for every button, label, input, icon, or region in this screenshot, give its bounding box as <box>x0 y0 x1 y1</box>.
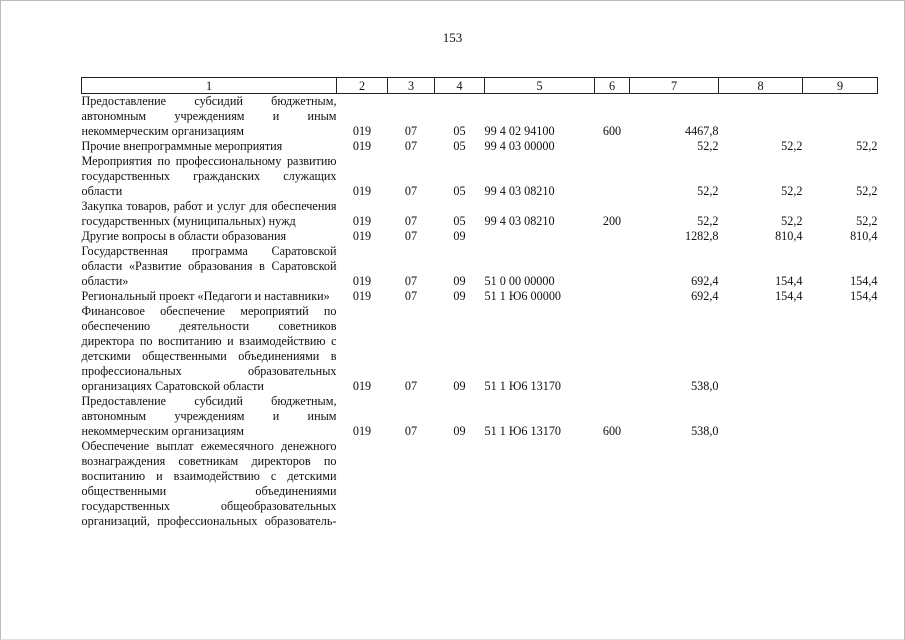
table-header-row <box>82 78 878 94</box>
admin-code: 019 <box>352 274 372 288</box>
admin-code: 019 <box>352 289 372 303</box>
section-code <box>388 439 435 529</box>
amount-col-8: 52,2 <box>781 214 803 228</box>
section-code: 07 <box>404 229 418 243</box>
expense-type-code: 600 <box>602 124 622 138</box>
expense-type-code <box>595 304 630 394</box>
section-code: 07 <box>404 289 418 303</box>
table-row <box>82 94 878 140</box>
subsection-code: 09 <box>453 274 466 288</box>
amount-col-9: 810,4 <box>850 229 878 243</box>
expense-type-code: 200 <box>602 214 622 228</box>
section-code: 07 <box>404 424 418 438</box>
table-row <box>82 289 878 304</box>
admin-code: 019 <box>352 139 372 153</box>
admin-code: 019 <box>352 214 372 228</box>
amount-col-8: 154,4 <box>775 289 803 303</box>
row-name: Другие вопросы в области образования <box>81 229 287 243</box>
table-row <box>82 139 878 154</box>
section-code: 07 <box>404 184 418 198</box>
row-name: Мероприятия по профессиональному развитию государственных гражданских служащих области <box>81 154 337 198</box>
target-article-code: 99 4 03 08210 <box>484 184 555 198</box>
column-header-3: 3 <box>388 78 435 94</box>
table-row <box>82 199 878 229</box>
target-article-code <box>485 229 595 244</box>
column-header-7: 7 <box>630 78 719 94</box>
column-header-4: 4 <box>435 78 485 94</box>
target-article-code: 99 4 02 94100 <box>484 124 555 138</box>
amount-col-9 <box>803 304 878 394</box>
target-article-code: 99 4 03 00000 <box>484 139 555 153</box>
amount-col-7: 538,0 <box>691 424 719 438</box>
expense-type-code <box>595 439 630 529</box>
subsection-code: 09 <box>453 289 466 303</box>
table-row <box>82 439 878 529</box>
amount-col-9: 52,2 <box>856 139 878 153</box>
admin-code <box>337 439 388 529</box>
target-article-code: 51 1 Ю6 13170 <box>484 424 562 438</box>
column-header-1: 1 <box>82 78 337 94</box>
subsection-code: 05 <box>453 214 466 228</box>
amount-col-7: 1282,8 <box>684 229 719 243</box>
amount-col-8 <box>719 94 803 140</box>
amount-col-9 <box>803 94 878 140</box>
row-name: Финансовое обеспечение мероприятий по обеспечению деятельности советников директора по воспитанию и взаимодействию с детскими общественными объединениями в профессиональных образовательных организациях Саратовской области <box>81 304 337 393</box>
amount-col-7: 52,2 <box>697 184 719 198</box>
subsection-code: 05 <box>453 139 466 153</box>
amount-col-7: 52,2 <box>697 139 719 153</box>
amount-col-8: 810,4 <box>775 229 803 243</box>
amount-col-7 <box>630 439 719 529</box>
expense-type-code: 600 <box>602 424 622 438</box>
subsection-code: 05 <box>453 184 466 198</box>
amount-col-8: 52,2 <box>781 184 803 198</box>
table-row <box>82 229 878 244</box>
amount-col-8 <box>719 439 803 529</box>
amount-col-9: 52,2 <box>856 214 878 228</box>
table-row <box>82 304 878 394</box>
amount-col-8 <box>719 394 803 439</box>
amount-col-7: 52,2 <box>697 214 719 228</box>
table-row <box>82 154 878 199</box>
row-name: Государственная программа Саратовской области «Развитие образования в Саратовской области» <box>81 244 337 288</box>
expense-type-code <box>595 229 630 244</box>
amount-col-7: 4467,8 <box>684 124 719 138</box>
target-article-code: 51 1 Ю6 00000 <box>484 289 562 303</box>
budget-table <box>81 77 878 529</box>
amount-col-9 <box>803 394 878 439</box>
admin-code: 019 <box>352 424 372 438</box>
expense-type-code <box>595 244 630 289</box>
amount-col-8: 52,2 <box>781 139 803 153</box>
row-name: Региональный проект «Педагоги и наставники» <box>81 289 330 303</box>
row-name: Предоставление субсидий бюджетным, автономным учреждениям и иным некоммерческим организациям <box>81 394 337 438</box>
target-article-code <box>485 439 595 529</box>
section-code: 07 <box>404 379 418 393</box>
row-name: Обеспечение выплат ежемесячного денежного вознаграждения советникам директоров по воспитанию и взаимодействию с детскими общественными объединениями государственных общеобразовательных организаций, профессиональных образователь- <box>81 439 337 528</box>
amount-col-7: 692,4 <box>691 274 719 288</box>
section-code: 07 <box>404 214 418 228</box>
subsection-code: 09 <box>453 379 466 393</box>
column-header-8: 8 <box>719 78 803 94</box>
admin-code: 019 <box>352 379 372 393</box>
row-name: Предоставление субсидий бюджетным, автономным учреждениям и иным некоммерческим организациям <box>81 94 337 138</box>
page-number: 153 <box>442 30 463 45</box>
row-name: Закупка товаров, работ и услуг для обеспечения государственных (муниципальных) нужд <box>81 199 337 228</box>
subsection-code <box>435 439 485 529</box>
section-code: 07 <box>404 274 418 288</box>
column-header-6: 6 <box>595 78 630 94</box>
section-code: 07 <box>404 139 418 153</box>
section-code: 07 <box>404 124 418 138</box>
amount-col-9: 52,2 <box>856 184 878 198</box>
amount-col-7: 692,4 <box>691 289 719 303</box>
column-header-5: 5 <box>485 78 595 94</box>
table-row <box>82 244 878 289</box>
admin-code: 019 <box>352 229 372 243</box>
target-article-code: 51 0 00 00000 <box>484 274 555 288</box>
table-row <box>82 394 878 439</box>
row-name: Прочие внепрограммные мероприятия <box>81 139 283 153</box>
column-header-9: 9 <box>803 78 878 94</box>
subsection-code: 09 <box>453 424 466 438</box>
expense-type-code <box>595 139 630 154</box>
subsection-code: 09 <box>453 229 466 243</box>
amount-col-8: 154,4 <box>775 274 803 288</box>
amount-col-8 <box>719 304 803 394</box>
expense-type-code <box>595 154 630 199</box>
subsection-code: 05 <box>453 124 466 138</box>
expense-type-code <box>595 289 630 304</box>
admin-code: 019 <box>352 124 372 138</box>
target-article-code: 99 4 03 08210 <box>484 214 555 228</box>
target-article-code: 51 1 Ю6 13170 <box>484 379 562 393</box>
amount-col-9 <box>803 439 878 529</box>
admin-code: 019 <box>352 184 372 198</box>
amount-col-7: 538,0 <box>691 379 719 393</box>
amount-col-9: 154,4 <box>850 289 878 303</box>
amount-col-9: 154,4 <box>850 274 878 288</box>
column-header-2: 2 <box>337 78 388 94</box>
